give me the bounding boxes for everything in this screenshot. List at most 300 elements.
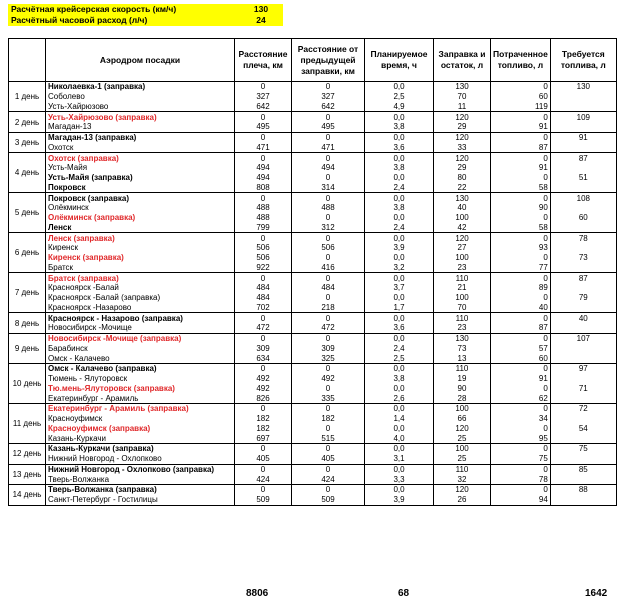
airport-name: Санкт-Петербург - Гостилицы bbox=[46, 495, 235, 505]
param-label: Расчётная крейсерская скорость (км/ч) bbox=[8, 4, 239, 15]
time-cell: 0,0 bbox=[365, 253, 434, 263]
fuel-spent-cell: 34 bbox=[491, 414, 551, 424]
fuel-left-cell: 120 bbox=[434, 233, 491, 243]
time-cell: 2,4 bbox=[365, 223, 434, 233]
table-row bbox=[9, 132, 617, 142]
time-cell: 0,0 bbox=[365, 173, 434, 183]
fuel-needed-cell: 73 bbox=[550, 253, 616, 263]
time-cell: 0,0 bbox=[365, 233, 434, 243]
param-row bbox=[8, 15, 283, 26]
airport-name: Магадан-13 (заправка) bbox=[46, 132, 235, 142]
fuel-needed-cell: 40 bbox=[550, 313, 616, 323]
time-cell: 0,0 bbox=[365, 112, 434, 122]
fuel-left-cell: 110 bbox=[434, 273, 491, 283]
fuel-needed-cell bbox=[550, 323, 616, 333]
refuel-distance-cell: 515 bbox=[292, 433, 365, 443]
refuel-distance-cell: 218 bbox=[292, 303, 365, 313]
leg-distance-cell: 327 bbox=[235, 92, 292, 102]
fuel-spent-cell: 40 bbox=[491, 303, 551, 313]
total-time: 68 bbox=[398, 588, 410, 599]
table-row bbox=[9, 384, 617, 394]
time-cell: 3,8 bbox=[365, 374, 434, 384]
header-planned-time: Планируемое время, ч bbox=[365, 39, 434, 82]
fuel-spent-cell: 119 bbox=[491, 102, 551, 112]
refuel-distance-cell: 494 bbox=[292, 163, 365, 173]
fuel-needed-cell: 71 bbox=[550, 384, 616, 394]
fuel-left-cell: 130 bbox=[434, 333, 491, 343]
airport-name: Ленск bbox=[46, 223, 235, 233]
leg-distance-cell: 0 bbox=[235, 112, 292, 122]
fuel-spent-cell: 0 bbox=[491, 293, 551, 303]
table-row bbox=[9, 424, 617, 434]
leg-distance-cell: 799 bbox=[235, 223, 292, 233]
fuel-needed-cell bbox=[550, 203, 616, 213]
time-cell: 2,4 bbox=[365, 183, 434, 193]
airport-name: Усть-Хайрюзово bbox=[46, 102, 235, 112]
fuel-needed-cell bbox=[550, 243, 616, 253]
fuel-spent-cell: 91 bbox=[491, 122, 551, 132]
time-cell: 3,9 bbox=[365, 495, 434, 505]
fuel-left-cell: 100 bbox=[434, 253, 491, 263]
table-row bbox=[9, 112, 617, 122]
fuel-left-cell: 28 bbox=[434, 393, 491, 403]
fuel-left-cell: 26 bbox=[434, 495, 491, 505]
fuel-left-cell: 33 bbox=[434, 143, 491, 153]
time-cell: 1,4 bbox=[365, 414, 434, 424]
leg-distance-cell: 0 bbox=[235, 364, 292, 374]
table-row bbox=[9, 253, 617, 263]
fuel-spent-cell: 93 bbox=[491, 243, 551, 253]
airport-name: Покровск bbox=[46, 183, 235, 193]
time-cell: 3,8 bbox=[365, 163, 434, 173]
fuel-spent-cell: 60 bbox=[491, 92, 551, 102]
time-cell: 1,7 bbox=[365, 303, 434, 313]
fuel-spent-cell: 0 bbox=[491, 193, 551, 203]
fuel-left-cell: 70 bbox=[434, 92, 491, 102]
fuel-spent-cell: 0 bbox=[491, 384, 551, 394]
header-day bbox=[9, 39, 46, 82]
table-row bbox=[9, 404, 617, 414]
fuel-needed-cell bbox=[550, 223, 616, 233]
leg-distance-cell: 484 bbox=[235, 283, 292, 293]
airport-name: Олёкминск bbox=[46, 203, 235, 213]
time-cell: 4,0 bbox=[365, 433, 434, 443]
airport-name: Нижний Новгород - Охлопково bbox=[46, 454, 235, 464]
fuel-spent-cell: 0 bbox=[491, 233, 551, 243]
leg-distance-cell: 488 bbox=[235, 213, 292, 223]
time-cell: 2,5 bbox=[365, 353, 434, 363]
fuel-left-cell: 27 bbox=[434, 243, 491, 253]
day-label: 7 день bbox=[9, 273, 46, 313]
fuel-left-cell: 100 bbox=[434, 404, 491, 414]
fuel-left-cell: 80 bbox=[434, 173, 491, 183]
header-fuel-needed: Требуется топлива, л bbox=[550, 39, 616, 82]
fuel-left-cell: 25 bbox=[434, 433, 491, 443]
leg-distance-cell: 0 bbox=[235, 193, 292, 203]
time-cell: 2,6 bbox=[365, 393, 434, 403]
table-row bbox=[9, 223, 617, 233]
airport-name: Екатеринбург - Арамиль bbox=[46, 393, 235, 403]
refuel-distance-cell: 0 bbox=[292, 233, 365, 243]
refuel-distance-cell: 0 bbox=[292, 404, 365, 414]
fuel-spent-cell: 0 bbox=[491, 112, 551, 122]
table-row bbox=[9, 92, 617, 102]
param-label: Расчётный часовой расход (л/ч) bbox=[8, 15, 239, 26]
leg-distance-cell: 488 bbox=[235, 203, 292, 213]
fuel-needed-cell: 78 bbox=[550, 233, 616, 243]
fuel-spent-cell: 0 bbox=[491, 132, 551, 142]
airport-name: Екатеринбург - Арамиль (заправка) bbox=[46, 404, 235, 414]
fuel-spent-cell: 0 bbox=[491, 364, 551, 374]
day-label: 14 день bbox=[9, 485, 46, 506]
fuel-left-cell: 66 bbox=[434, 414, 491, 424]
fuel-needed-cell bbox=[550, 393, 616, 403]
time-cell: 2,4 bbox=[365, 344, 434, 354]
time-cell: 0,0 bbox=[365, 82, 434, 92]
fuel-spent-cell: 94 bbox=[491, 495, 551, 505]
refuel-distance-cell: 0 bbox=[292, 213, 365, 223]
refuel-distance-cell: 325 bbox=[292, 353, 365, 363]
airport-name: Усть-Майя (заправка) bbox=[46, 173, 235, 183]
fuel-spent-cell: 57 bbox=[491, 344, 551, 354]
leg-distance-cell: 0 bbox=[235, 464, 292, 474]
refuel-distance-cell: 0 bbox=[292, 444, 365, 454]
time-cell: 3,6 bbox=[365, 143, 434, 153]
fuel-needed-cell: 109 bbox=[550, 112, 616, 122]
time-cell: 0,0 bbox=[365, 364, 434, 374]
day-label: 4 день bbox=[9, 153, 46, 193]
refuel-distance-cell: 327 bbox=[292, 92, 365, 102]
table-row bbox=[9, 82, 617, 92]
airport-name: Казань-Куркачи bbox=[46, 433, 235, 443]
time-cell: 0,0 bbox=[365, 444, 434, 454]
airport-name: Новосибирск -Мочище bbox=[46, 323, 235, 333]
airport-name: Охотск (заправка) bbox=[46, 153, 235, 163]
table-row bbox=[9, 243, 617, 253]
fuel-spent-cell: 87 bbox=[491, 323, 551, 333]
airport-name: Охотск bbox=[46, 143, 235, 153]
time-cell: 0,0 bbox=[365, 132, 434, 142]
airport-name: Омск - Калачево (заправка) bbox=[46, 364, 235, 374]
airport-name: Красноярск -Балай (заправка) bbox=[46, 293, 235, 303]
table-row bbox=[9, 122, 617, 132]
leg-distance-cell: 0 bbox=[235, 233, 292, 243]
leg-distance-cell: 494 bbox=[235, 173, 292, 183]
leg-distance-cell: 634 bbox=[235, 353, 292, 363]
table-row bbox=[9, 233, 617, 243]
leg-distance-cell: 0 bbox=[235, 132, 292, 142]
leg-distance-cell: 494 bbox=[235, 163, 292, 173]
leg-distance-cell: 506 bbox=[235, 253, 292, 263]
table-row bbox=[9, 203, 617, 213]
fuel-left-cell: 25 bbox=[434, 454, 491, 464]
fuel-spent-cell: 0 bbox=[491, 273, 551, 283]
total-fuel: 1642 bbox=[585, 588, 608, 599]
table-row bbox=[9, 143, 617, 153]
fuel-left-cell: 42 bbox=[434, 223, 491, 233]
fuel-left-cell: 21 bbox=[434, 283, 491, 293]
leg-distance-cell: 492 bbox=[235, 374, 292, 384]
leg-distance-cell: 826 bbox=[235, 393, 292, 403]
leg-distance-cell: 0 bbox=[235, 313, 292, 323]
fuel-needed-cell: 130 bbox=[550, 82, 616, 92]
airport-name: Тю.мень-Ялуторовск (заправка) bbox=[46, 384, 235, 394]
param-value: 130 bbox=[239, 4, 283, 15]
fuel-spent-cell: 0 bbox=[491, 313, 551, 323]
table-row bbox=[9, 444, 617, 454]
total-distance: 8806 bbox=[246, 588, 269, 599]
airport-name: Усть-Майя bbox=[46, 163, 235, 173]
table-row bbox=[9, 353, 617, 363]
fuel-needed-cell bbox=[550, 374, 616, 384]
refuel-distance-cell: 0 bbox=[292, 173, 365, 183]
leg-distance-cell: 495 bbox=[235, 122, 292, 132]
leg-distance-cell: 697 bbox=[235, 433, 292, 443]
fuel-needed-cell: 108 bbox=[550, 193, 616, 203]
leg-distance-cell: 642 bbox=[235, 102, 292, 112]
leg-distance-cell: 509 bbox=[235, 495, 292, 505]
day-label: 12 день bbox=[9, 444, 46, 465]
table-row bbox=[9, 323, 617, 333]
day-label: 8 день bbox=[9, 313, 46, 334]
fuel-left-cell: 32 bbox=[434, 474, 491, 484]
fuel-left-cell: 40 bbox=[434, 203, 491, 213]
leg-distance-cell: 808 bbox=[235, 183, 292, 193]
fuel-spent-cell: 0 bbox=[491, 333, 551, 343]
refuel-distance-cell: 509 bbox=[292, 495, 365, 505]
refuel-distance-cell: 472 bbox=[292, 323, 365, 333]
leg-distance-cell: 0 bbox=[235, 444, 292, 454]
fuel-needed-cell: 88 bbox=[550, 485, 616, 495]
header-fuel-left: Заправка и остаток, л bbox=[434, 39, 491, 82]
time-cell: 3,8 bbox=[365, 122, 434, 132]
refuel-distance-cell: 0 bbox=[292, 313, 365, 323]
fuel-left-cell: 70 bbox=[434, 303, 491, 313]
fuel-needed-cell: 75 bbox=[550, 444, 616, 454]
table-row bbox=[9, 485, 617, 495]
table-row bbox=[9, 495, 617, 505]
time-cell: 3,2 bbox=[365, 263, 434, 273]
time-cell: 0,0 bbox=[365, 153, 434, 163]
refuel-distance-cell: 0 bbox=[292, 193, 365, 203]
fuel-spent-cell: 78 bbox=[491, 474, 551, 484]
fuel-spent-cell: 75 bbox=[491, 454, 551, 464]
day-label: 9 день bbox=[9, 333, 46, 363]
leg-distance-cell: 405 bbox=[235, 454, 292, 464]
day-label: 6 день bbox=[9, 233, 46, 273]
fuel-spent-cell: 58 bbox=[491, 223, 551, 233]
fuel-needed-cell: 85 bbox=[550, 464, 616, 474]
fuel-left-cell: 19 bbox=[434, 374, 491, 384]
fuel-left-cell: 11 bbox=[434, 102, 491, 112]
fuel-left-cell: 22 bbox=[434, 183, 491, 193]
route-table-body bbox=[9, 82, 617, 506]
time-cell: 4,9 bbox=[365, 102, 434, 112]
refuel-distance-cell: 0 bbox=[292, 132, 365, 142]
time-cell: 0,0 bbox=[365, 464, 434, 474]
table-row bbox=[9, 193, 617, 203]
fuel-left-cell: 110 bbox=[434, 464, 491, 474]
fuel-needed-cell: 54 bbox=[550, 424, 616, 434]
airport-name: Покровск (заправка) bbox=[46, 193, 235, 203]
leg-distance-cell: 922 bbox=[235, 263, 292, 273]
time-cell: 0,0 bbox=[365, 485, 434, 495]
day-label: 3 день bbox=[9, 132, 46, 153]
refuel-distance-cell: 0 bbox=[292, 384, 365, 394]
time-cell: 3,8 bbox=[365, 203, 434, 213]
header-airport: Аэродром посадки bbox=[46, 39, 235, 82]
time-cell: 0,0 bbox=[365, 213, 434, 223]
table-row bbox=[9, 102, 617, 112]
refuel-distance-cell: 0 bbox=[292, 82, 365, 92]
airport-name: Казань-Куркачи (заправка) bbox=[46, 444, 235, 454]
day-label: 5 день bbox=[9, 193, 46, 233]
fuel-left-cell: 120 bbox=[434, 485, 491, 495]
table-row bbox=[9, 163, 617, 173]
fuel-spent-cell: 0 bbox=[491, 424, 551, 434]
refuel-distance-cell: 314 bbox=[292, 183, 365, 193]
fuel-left-cell: 120 bbox=[434, 112, 491, 122]
time-cell: 2,5 bbox=[365, 92, 434, 102]
fuel-spent-cell: 0 bbox=[491, 173, 551, 183]
leg-distance-cell: 309 bbox=[235, 344, 292, 354]
airport-name: Усть-Хайрюзово (заправка) bbox=[46, 112, 235, 122]
time-cell: 3,1 bbox=[365, 454, 434, 464]
table-row bbox=[9, 433, 617, 443]
airport-name: Барабинск bbox=[46, 344, 235, 354]
airport-name: Николаевка-1 (заправка) bbox=[46, 82, 235, 92]
time-cell: 3,6 bbox=[365, 323, 434, 333]
airport-name: Братск (заправка) bbox=[46, 273, 235, 283]
fuel-needed-cell bbox=[550, 433, 616, 443]
refuel-distance-cell: 492 bbox=[292, 374, 365, 384]
table-row bbox=[9, 393, 617, 403]
fuel-needed-cell bbox=[550, 353, 616, 363]
refuel-distance-cell: 488 bbox=[292, 203, 365, 213]
fuel-needed-cell: 51 bbox=[550, 173, 616, 183]
leg-distance-cell: 0 bbox=[235, 333, 292, 343]
refuel-distance-cell: 0 bbox=[292, 464, 365, 474]
refuel-distance-cell: 506 bbox=[292, 243, 365, 253]
fuel-spent-cell: 60 bbox=[491, 353, 551, 363]
fuel-needed-cell bbox=[550, 143, 616, 153]
table-row bbox=[9, 344, 617, 354]
day-label: 11 день bbox=[9, 404, 46, 444]
time-cell: 3,3 bbox=[365, 474, 434, 484]
refuel-distance-cell: 0 bbox=[292, 112, 365, 122]
header-row bbox=[9, 39, 617, 82]
refuel-distance-cell: 0 bbox=[292, 153, 365, 163]
table-row bbox=[9, 213, 617, 223]
table-row bbox=[9, 474, 617, 484]
fuel-needed-cell bbox=[550, 102, 616, 112]
fuel-left-cell: 130 bbox=[434, 82, 491, 92]
time-cell: 3,7 bbox=[365, 283, 434, 293]
airport-name: Олёкминск (заправка) bbox=[46, 213, 235, 223]
fuel-spent-cell: 0 bbox=[491, 153, 551, 163]
fuel-needed-cell bbox=[550, 454, 616, 464]
airport-name: Красноуфимск bbox=[46, 414, 235, 424]
leg-distance-cell: 492 bbox=[235, 384, 292, 394]
fuel-spent-cell: 58 bbox=[491, 183, 551, 193]
fuel-spent-cell: 0 bbox=[491, 464, 551, 474]
airport-name: Тюмень - Ялуторовск bbox=[46, 374, 235, 384]
table-row bbox=[9, 263, 617, 273]
day-label: 13 день bbox=[9, 464, 46, 485]
fuel-needed-cell bbox=[550, 303, 616, 313]
refuel-distance-cell: 182 bbox=[292, 414, 365, 424]
table-row bbox=[9, 153, 617, 163]
leg-distance-cell: 506 bbox=[235, 243, 292, 253]
fuel-needed-cell: 60 bbox=[550, 213, 616, 223]
param-row bbox=[8, 4, 283, 15]
leg-distance-cell: 484 bbox=[235, 293, 292, 303]
table-row bbox=[9, 313, 617, 323]
table-row bbox=[9, 374, 617, 384]
fuel-needed-cell bbox=[550, 92, 616, 102]
fuel-left-cell: 90 bbox=[434, 384, 491, 394]
refuel-distance-cell: 309 bbox=[292, 344, 365, 354]
fuel-needed-cell: 107 bbox=[550, 333, 616, 343]
fuel-left-cell: 23 bbox=[434, 323, 491, 333]
table-row bbox=[9, 303, 617, 313]
refuel-distance-cell: 335 bbox=[292, 393, 365, 403]
time-cell: 0,0 bbox=[365, 313, 434, 323]
time-cell: 0,0 bbox=[365, 384, 434, 394]
time-cell: 0,0 bbox=[365, 404, 434, 414]
airport-name: Соболево bbox=[46, 92, 235, 102]
param-value: 24 bbox=[239, 15, 283, 26]
refuel-distance-cell: 424 bbox=[292, 474, 365, 484]
header-leg-distance: Расстояние плеча, км bbox=[235, 39, 292, 82]
fuel-left-cell: 100 bbox=[434, 444, 491, 454]
table-row bbox=[9, 283, 617, 293]
time-cell: 3,9 bbox=[365, 243, 434, 253]
fuel-left-cell: 23 bbox=[434, 263, 491, 273]
airport-name: Нижний Новгород - Охлопково (заправка) bbox=[46, 464, 235, 474]
airport-name: Магадан-13 bbox=[46, 122, 235, 132]
fuel-needed-cell bbox=[550, 414, 616, 424]
day-label: 10 день bbox=[9, 364, 46, 404]
table-row bbox=[9, 414, 617, 424]
fuel-left-cell: 13 bbox=[434, 353, 491, 363]
table-row bbox=[9, 183, 617, 193]
leg-distance-cell: 0 bbox=[235, 404, 292, 414]
flight-parameters bbox=[8, 4, 283, 26]
leg-distance-cell: 182 bbox=[235, 414, 292, 424]
fuel-spent-cell: 95 bbox=[491, 433, 551, 443]
fuel-left-cell: 100 bbox=[434, 293, 491, 303]
fuel-left-cell: 120 bbox=[434, 153, 491, 163]
fuel-spent-cell: 0 bbox=[491, 485, 551, 495]
fuel-spent-cell: 91 bbox=[491, 163, 551, 173]
fuel-spent-cell: 77 bbox=[491, 263, 551, 273]
day-label: 2 день bbox=[9, 112, 46, 133]
leg-distance-cell: 702 bbox=[235, 303, 292, 313]
fuel-left-cell: 110 bbox=[434, 364, 491, 374]
time-cell: 0,0 bbox=[365, 193, 434, 203]
fuel-left-cell: 29 bbox=[434, 122, 491, 132]
refuel-distance-cell: 0 bbox=[292, 424, 365, 434]
time-cell: 0,0 bbox=[365, 333, 434, 343]
refuel-distance-cell: 0 bbox=[292, 273, 365, 283]
time-cell: 0,0 bbox=[365, 424, 434, 434]
fuel-spent-cell: 0 bbox=[491, 444, 551, 454]
fuel-needed-cell: 79 bbox=[550, 293, 616, 303]
fuel-needed-cell bbox=[550, 474, 616, 484]
table-row bbox=[9, 173, 617, 183]
fuel-left-cell: 29 bbox=[434, 163, 491, 173]
